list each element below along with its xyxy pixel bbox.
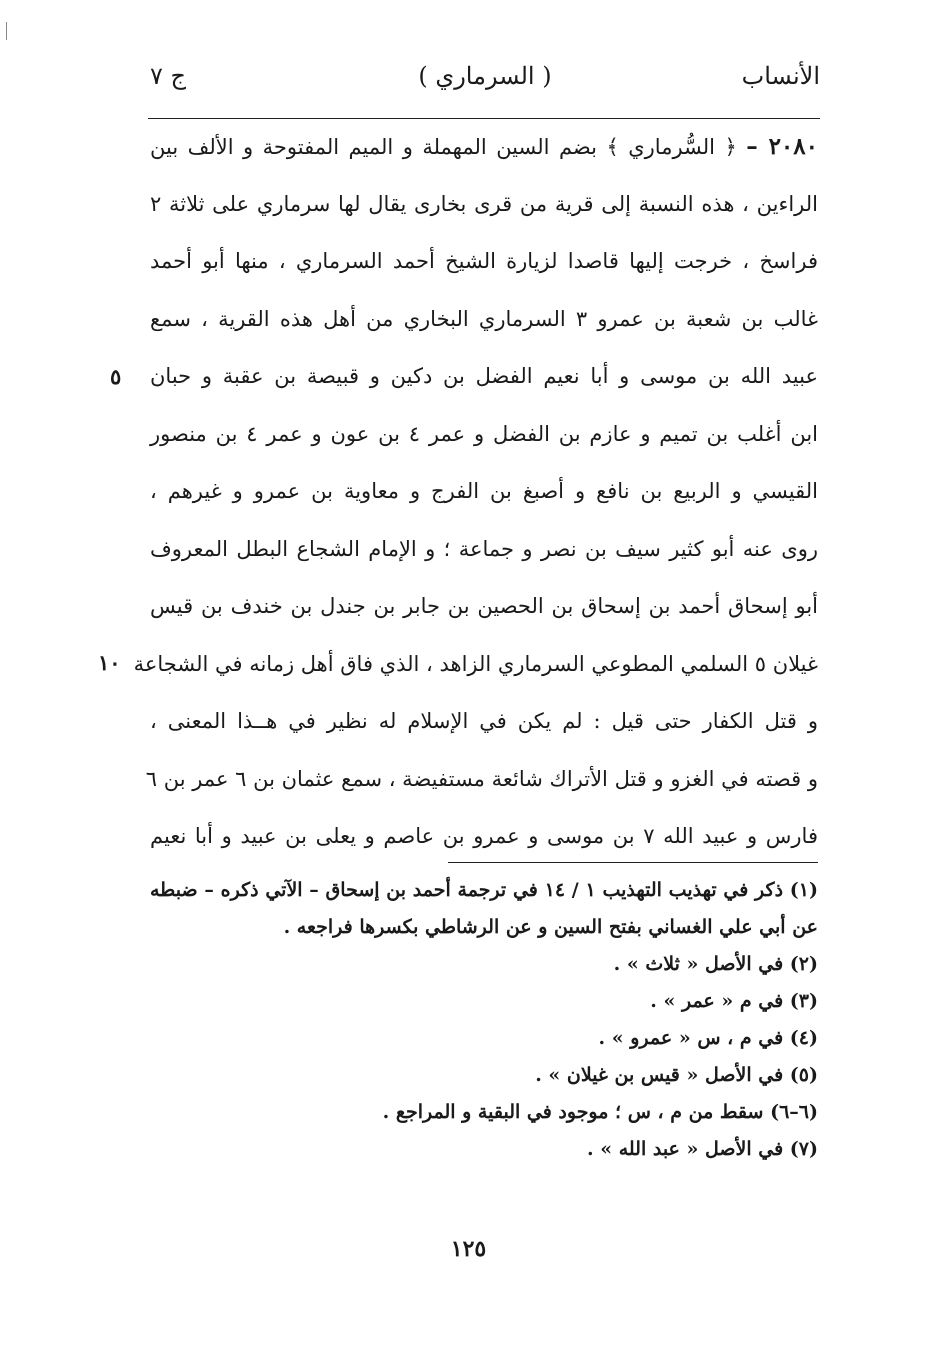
text-line: فارس و عبيد الله ٧ بن موسى و عمرو بن عاصم و يعلى بن عبيد و أبا نعيم	[150, 824, 818, 848]
footnotes	[150, 872, 818, 1168]
footnote-line: (٦–٦) سقط من م ، س ؛ موجود في البقية و المراجع .	[382, 1101, 818, 1123]
running-header	[150, 58, 820, 98]
text-line: غالب بن شعبة بن عمرو ٣ السرماري البخاري من أهل هذه القرية ، سمع	[150, 306, 818, 331]
footnote-rule	[448, 862, 818, 863]
footnote-line: (٢) في الأصل « ثلاث » .	[613, 953, 818, 975]
footnote-line: (٤) في م ، س « عمرو » .	[598, 1027, 818, 1049]
text-line: أبو إسحاق أحمد بن إسحاق بن الحصين بن جابر بن جندل بن خندف بن قيس	[150, 594, 818, 618]
footnote-line: عن أبي علي الغساني بفتح السين و عن الرشاطي بكسرها فراجعه .	[283, 916, 818, 938]
text-line: القيسي و الربيع بن نافع و أصبغ بن الفرج و معاوية بن عمرو و غيرهم ،	[150, 479, 818, 503]
scan-edge-mark	[6, 22, 7, 40]
text-line: ابن أغلب بن تميم و عازم بن الفضل و عمر ٤ بن عون و عمر ٤ بن منصور	[150, 421, 818, 446]
text-line: روى عنه أبو كثير سيف بن نصر و جماعة ؛ و الإمام الشجاع البطل المعروف	[150, 536, 819, 561]
footnote-line: (٥) في الأصل « قيس بن غيلان » .	[535, 1064, 818, 1086]
main-text	[133, 118, 819, 866]
text-line: ٢٠٨٠ – ﴿ السُّرماري ﴾ بضم السين المهملة و الميم المفتوحة و الألف بين	[150, 133, 818, 160]
header-book-title: الأنساب	[741, 62, 820, 90]
footnote-line: (٣) في م « عمر » .	[650, 990, 818, 1012]
footnote-line: (٧) في الأصل « عبد الله » .	[586, 1138, 818, 1160]
text-line: و قتل الكفار حتى قيل : لم يكن في الإسلام له نظير في هــذا المعنى ،	[150, 709, 818, 733]
text-line: غيلان ٥ السلمي المطوعي السرماري الزاهد ، الذي فاق أهل زمانه في الشجاعة	[133, 651, 818, 676]
entry-number: ٢٠٨٠ –	[746, 133, 818, 160]
page-number: ١٢٥	[450, 1236, 487, 1262]
text-line: فراسخ ، خرجت إليها قاصدا لزيارة الشيخ أحمد السرماري ، منها أبو أحمد	[150, 249, 818, 273]
text-line: و قصته في الغزو و قتل الأتراك شائعة مستفيضة ، سمع عثمان بن ٦ عمر بن ٦	[145, 766, 818, 791]
margin-line-number: ١٠	[98, 650, 121, 675]
footnote-line: (١) ذكر في تهذيب التهذيب ١ / ١٤ في ترجمة أحمد بن إسحاق – الآتي ذكره – ضبطه	[150, 879, 818, 901]
header-section: ( السرماري )	[418, 62, 552, 90]
margin-line-number: ٥	[110, 364, 122, 389]
text-line: الراءين ، هذه النسبة إلى قرية من قرى بخارى يقال لها سرماري على ثلاثة ٢	[150, 191, 818, 216]
header-volume: ج ٧	[150, 62, 187, 90]
text-line: عبيد الله بن موسى و أبا نعيم الفضل بن دكين و قبيصة بن عقبة و حبان	[150, 364, 818, 388]
